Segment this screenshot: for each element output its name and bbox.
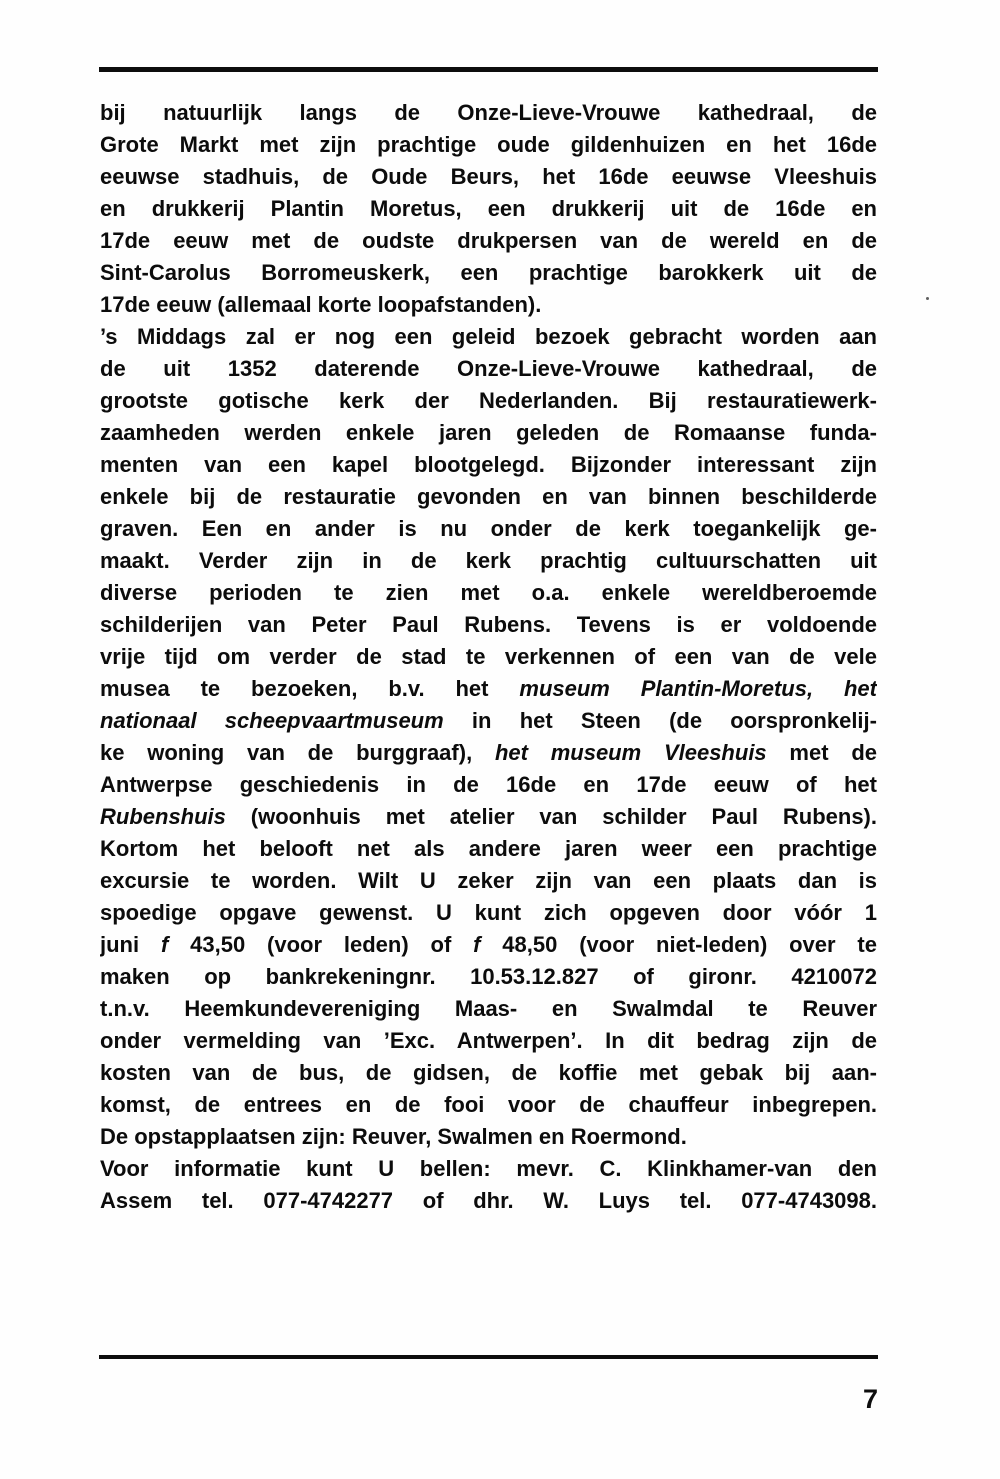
text-segment: spoedige opgave gewenst. U kunt zich opgeven door vóór 1 bbox=[100, 900, 877, 925]
text-segment: graven. Een en ander is nu onder de kerk toegankelijk ge- bbox=[100, 516, 877, 541]
text-segment: ke woning van de burggraaf), bbox=[100, 740, 495, 765]
text-segment: 17de eeuw (allemaal korte loopafstanden). bbox=[100, 292, 542, 317]
top-rule bbox=[99, 67, 878, 72]
text-segment: maakt. Verder zijn in de kerk prachtig cultuurschatten uit bbox=[100, 548, 877, 573]
text-segment: grootste gotische kerk der Nederlanden. Bij restauratiewerk- bbox=[100, 388, 877, 413]
text-line bbox=[100, 641, 877, 673]
text-line bbox=[100, 673, 877, 705]
text-line bbox=[100, 801, 877, 833]
text-segment: met de bbox=[766, 740, 877, 765]
body-text bbox=[100, 97, 877, 1217]
text-line bbox=[100, 705, 877, 737]
text-line bbox=[100, 1089, 877, 1121]
text-segment: schilderijen van Peter Paul Rubens. Tevens is er voldoende bbox=[100, 612, 877, 637]
text-line bbox=[100, 97, 877, 129]
text-line bbox=[100, 289, 877, 321]
text-line bbox=[100, 833, 877, 865]
text-line bbox=[100, 1057, 877, 1089]
text-line bbox=[100, 1025, 877, 1057]
bottom-rule bbox=[99, 1355, 878, 1359]
text-line bbox=[100, 1153, 877, 1185]
text-line bbox=[100, 321, 877, 353]
text-segment: juni bbox=[100, 932, 161, 957]
text-line bbox=[100, 353, 877, 385]
text-segment: Grote Markt met zijn prachtige oude gildenhuizen en het 16de bbox=[100, 132, 877, 157]
text-line bbox=[100, 225, 877, 257]
text-line bbox=[100, 577, 877, 609]
text-line bbox=[100, 769, 877, 801]
text-segment: Voor informatie kunt U bellen: mevr. C. Klinkhamer-van den bbox=[100, 1156, 877, 1181]
text-segment: eeuwse stadhuis, de Oude Beurs, het 16de eeuwse Vleeshuis bbox=[100, 164, 877, 189]
italic-text-segment: nationaal scheepvaartmuseum bbox=[100, 708, 444, 733]
text-segment: zaamheden werden enkele jaren geleden de Romaanse funda- bbox=[100, 420, 877, 445]
text-segment: in het Steen (de oorspronkelij- bbox=[443, 708, 877, 733]
text-segment: excursie te worden. Wilt U zeker zijn van een plaats dan is bbox=[100, 868, 877, 893]
text-line bbox=[100, 961, 877, 993]
text-segment: Antwerpse geschiedenis in de 16de en 17de eeuw of het bbox=[100, 772, 877, 797]
text-line bbox=[100, 257, 877, 289]
text-segment: en drukkerij Plantin Moretus, een drukkerij uit de 16de en bbox=[100, 196, 877, 221]
text-line bbox=[100, 993, 877, 1025]
text-line bbox=[100, 929, 877, 961]
text-segment: t.n.v. Heemkundevereniging Maas- en Swalmdal te Reuver bbox=[100, 996, 877, 1021]
text-segment: 48,50 (voor niet-leden) over te bbox=[480, 932, 877, 957]
italic-text-segment: Rubenshuis bbox=[100, 804, 226, 829]
text-segment: 43,50 (voor leden) of bbox=[168, 932, 474, 957]
text-line bbox=[100, 609, 877, 641]
text-segment: 17de eeuw met de oudste drukpersen van de wereld en de bbox=[100, 228, 877, 253]
page-number: 7 bbox=[862, 1384, 878, 1414]
text-segment: Assem tel. 077-4742277 of dhr. W. Luys tel. 077-4743098. bbox=[100, 1188, 877, 1213]
text-segment: vrije tijd om verder de stad te verkennen of een van de vele bbox=[100, 644, 877, 669]
text-line bbox=[100, 865, 877, 897]
text-line bbox=[100, 449, 877, 481]
text-segment: bij natuurlijk langs de Onze-Lieve-Vrouwe kathedraal, de bbox=[100, 100, 877, 125]
text-segment: kosten van de bus, de gidsen, de koffie met gebak bij aan- bbox=[100, 1060, 877, 1085]
text-segment: musea te bezoeken, b.v. het bbox=[100, 676, 520, 701]
text-line bbox=[100, 385, 877, 417]
text-segment: de uit 1352 daterende Onze-Lieve-Vrouwe kathedraal, de bbox=[100, 356, 877, 381]
text-line bbox=[100, 897, 877, 929]
text-line bbox=[100, 737, 877, 769]
text-line bbox=[100, 481, 877, 513]
text-segment: De opstapplaatsen zijn: Reuver, Swalmen en Roermond. bbox=[100, 1124, 687, 1149]
text-segment: (woonhuis met atelier van schilder Paul Rubens). bbox=[225, 804, 877, 829]
italic-text-segment: f bbox=[473, 932, 481, 957]
text-line bbox=[100, 129, 877, 161]
text-line bbox=[100, 417, 877, 449]
text-segment: onder vermelding van ’Exc. Antwerpen’. In dit bedrag zijn de bbox=[100, 1028, 877, 1053]
text-line bbox=[100, 1185, 877, 1217]
text-segment: diverse perioden te zien met o.a. enkele wereldberoemde bbox=[100, 580, 877, 605]
text-segment: maken op bankrekeningnr. 10.53.12.827 of gironr. 4210072 bbox=[100, 964, 877, 989]
italic-text-segment: f bbox=[160, 932, 169, 957]
italic-text-segment: museum Plantin-Moretus, het bbox=[519, 676, 877, 701]
text-line bbox=[100, 161, 877, 193]
italic-text-segment: het museum Vleeshuis bbox=[494, 740, 767, 765]
text-line bbox=[100, 1121, 877, 1153]
text-segment: ’s Middags zal er nog een geleid bezoek gebracht worden aan bbox=[100, 324, 877, 349]
text-line bbox=[100, 513, 877, 545]
text-segment: enkele bij de restauratie gevonden en van binnen beschilderde bbox=[100, 484, 877, 509]
text-segment: menten van een kapel blootgelegd. Bijzonder interessant zijn bbox=[100, 452, 877, 477]
text-segment: komst, de entrees en de fooi voor de chauffeur inbegrepen. bbox=[100, 1092, 877, 1117]
text-segment: Kortom het belooft net als andere jaren weer een prachtige bbox=[100, 836, 877, 861]
text-line bbox=[100, 193, 877, 225]
text-segment: Sint-Carolus Borromeuskerk, een prachtige barokkerk uit de bbox=[100, 260, 877, 285]
text-line bbox=[100, 545, 877, 577]
scan-artifact-dot bbox=[926, 297, 929, 300]
